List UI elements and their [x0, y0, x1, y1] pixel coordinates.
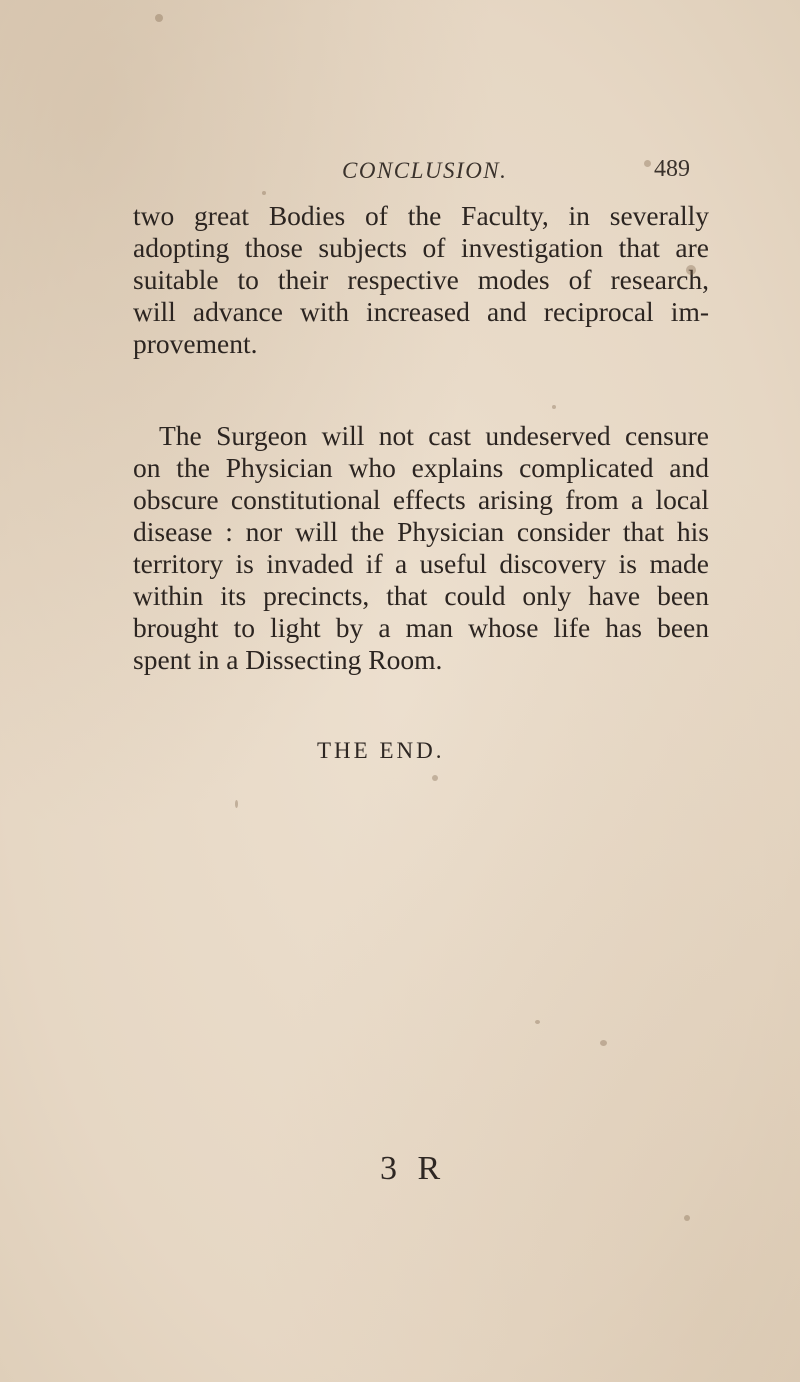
text-line: within its precincts, that could only have been: [133, 580, 709, 611]
paper-speck: [684, 1215, 690, 1221]
paper-speck: [155, 14, 163, 22]
paper-speck: [552, 405, 556, 409]
paper-speck: [235, 800, 238, 808]
printer-signature-mark: 3 R: [380, 1150, 447, 1187]
text-line: suitable to their respective modes of research,: [133, 264, 709, 295]
text-line: two great Bodies of the Faculty, in severally: [133, 200, 709, 231]
text-line: will advance with increased and reciprocal im-: [133, 296, 709, 327]
running-title: CONCLUSION.: [342, 158, 508, 183]
paper-speck: [535, 1020, 540, 1024]
the-end-heading: THE END.: [317, 738, 445, 763]
page-number: 489: [654, 156, 690, 182]
text-line: territory is invaded if a useful discovery is made: [133, 548, 709, 579]
text-line: adopting those subjects of investigation that are: [133, 232, 709, 263]
text-line: brought to light by a man whose life has been: [133, 612, 709, 643]
paper-speck: [600, 1040, 607, 1046]
paper-speck: [686, 265, 696, 275]
text-line: The Surgeon will not cast undeserved censure: [159, 420, 709, 451]
paper-speck: [644, 160, 651, 167]
text-line: disease : nor will the Physician consider that his: [133, 516, 709, 547]
text-line: obscure constitutional effects arising from a local: [133, 484, 709, 515]
text-line: provement.: [133, 328, 258, 359]
text-line: spent in a Dissecting Room.: [133, 644, 443, 675]
running-header: [0, 158, 800, 198]
paragraph-1: [133, 200, 709, 360]
text-line: on the Physician who explains complicated and: [133, 452, 709, 483]
paragraph-2: [133, 420, 709, 676]
paper-speck: [432, 775, 438, 781]
paper-speck: [262, 191, 266, 195]
